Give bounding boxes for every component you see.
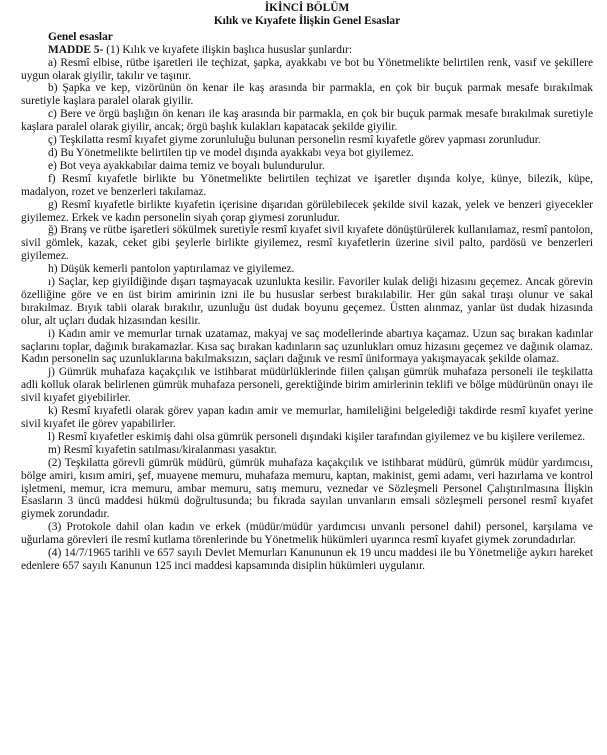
article-item-a: a) Resmî elbise, rütbe işaretleri ile teçhizat, şapka, ayakkabı ve bot bu Yönetmelikte belirtilen renk, vasıf ve şekillere uygun olarak giyilir, takılır ve taşınır. — [21, 56, 593, 82]
article-item-c: c) Bere ve örgü başlığın ön kenarı ile kaş arasında bir parmakla, en çok bir buçuk parmak mesafe bırakılmak suretiyle kaşlara paralel olarak giyilir, ancak; örgü başlık kulakları kapatacak şekilde giyilir. — [21, 108, 593, 134]
section-heading: Genel esaslar — [48, 30, 113, 43]
article-item-k: k) Resmî kıyafetli olarak görev yapan kadın amir ve memurlar, hamileliğini belgelediği takdirde resmî kıyafet yerine sivil kıyafet ile görev yapabilirler. — [21, 405, 593, 430]
article-paragraph-3: (3) Protokole dahil olan kadın ve erkek (müdür/müdür yardımcısı unvanlı personel dahil) personel, karşılama ve uğurlama görevleri ile resmî kutlama törenlerinde bu Yönetmelik hükümleri uyarınca resmî kıyafet giymek zorundadırlar. — [21, 521, 593, 547]
article-item-i: i) Kadın amir ve memurlar tırnak uzatamaz, makyaj ve saç modellerinde abartıya kaçamaz. Uzun saç bırakan kadınlar saçlarını toplar, dağınık bırakamazlar. Kısa saç bırakan kadınların saç uzunlukları omuz hizasını geçemez ve dağınık olamaz. Kadın personelin saç uzunluklarına bakılmaksızın, saçları dağınık ve resmî üniformaya yakışmayacak şekilde olamaz. — [21, 327, 593, 366]
article-item-e: e) Bot veya ayakkabılar daima temiz ve boyalı bulundurulur. — [48, 159, 325, 172]
article-label: MADDE 5- — [48, 43, 104, 56]
article-item-h: h) Düşük kemerli pantolon yaptırılamaz ve giyilemez. — [48, 263, 295, 276]
article-item-ii-dotless: ı) Saçlar, kep giyildiğinde dışarı taşmayacak uzunlukta kesilir. Favoriler kulak deliği hizasını geçemez. Ancak görevin özelliğine göre ve en üst birim amirinin izni ile bu hususlar serbest bırakılabilir. Her gün sakal tıraşı olunur ve sakal bırakılmaz. Bıyık tabii olarak bırakılır, uzunluğu üst dudak boyunu geçemez. Üstten alınmaz, yanlar üst dudak hizasında olur, alt uçları dudak hizasından kesilir. — [21, 276, 593, 327]
article-intro-text: (1) Kılık ve kıyafete ilişkin başlıca hususlar şunlardır: — [103, 43, 353, 56]
article-item-j: j) Gümrük muhafaza kaçakçılık ve istihbarat müdürlüklerinde fiilen çalışan gümrük muhafaza personeli ile teşkilatta adli kolluk olarak belirlenen gümrük muhafaza personeli, gerektiğinde birim amirlerinin teklifi ve bölge müdürünün onayı ile sivil kıyafet giyebilirler. — [21, 366, 593, 405]
article-paragraph-4: (4) 14/7/1965 tarihli ve 657 sayılı Devlet Memurları Kanununun ek 19 uncu maddesi ile bu Yönetmeliğe aykırı hareket edenlere 657 sayılı Kanunun 125 inci maddesi kapsamında disiplin hükümleri uygulanır. — [21, 547, 593, 572]
article-item-d: d) Bu Yönetmelikte belirtilen tip ve model dışında ayakkabı veya bot giyilemez. — [48, 146, 414, 159]
article-item-cc: ç) Teşkilatta resmî kıyafet giyme zorunluluğu bulunan personelin resmî kıyafetle görev yapması zorunludur. — [48, 134, 541, 147]
article-item-g: g) Resmî kıyafetle birlikte kıyafetin içerisine dışarıdan görülebilecek şekilde sivil kazak, yelek ve benzeri giyecekler giyilemez. Erkek ve kadın personelin siyah çorap giymesi zorunludur. — [21, 198, 593, 224]
article-paragraph-2: (2) Teşkilatta görevli gümrük müdürü, gümrük muhafaza kaçakçılık ve istihbarat müdürü, gümrük müdür yardımcısı, bölge amiri, kısım amiri, şef, muayene memuru, muhafaza memuru, kaptan, makinist, gemi adamı, veri hazırlama ve kontrol işletmeni, memur, icra memuru, ambar memuru, satış memuru, veznedar ve Sözleşmeli Personel Çalıştırılmasına İlişkin Esasların 3 üncü maddesi hükmü doğrultusunda; bu fıkrada sayılan unvanların emsali sözleşmeli personel resmî kıyafet giymek zorundadır. — [21, 456, 593, 521]
article-item-f: f) Resmî kıyafetle birlikte bu Yönetmelikte belirtilen teçhizat ve işaretler dışında kolye, künye, bilezik, küpe, madalyon, rozet ve benzerleri takılamaz. — [21, 172, 593, 198]
article-item-l: l) Resmî kıyafetler eskimiş dahi olsa gümrük personeli dışındaki kişiler tarafından giyilemez ve bu kişilere verilemez. — [48, 430, 586, 443]
article-item-m: m) Resmî kıyafetin satılması/kiralanması yasaktır. — [48, 443, 277, 456]
chapter-number: İKİNCİ BÖLÜM — [264, 2, 350, 14]
article-item-gg: ğ) Branş ve rütbe işaretleri sökülmek suretiyle resmî kıyafet sivil kıyafete dönüştürülerek kullanılamaz, resmî pantolon, sivil gömlek, kazak, ceket gibi şeylerle birlikte giyilemez, resmî kıyafetlerin üzerine sivil palto, pardösü ve benzerleri giyilemez. — [21, 224, 593, 263]
article-item-b: b) Şapka ve kep, vizörünün ön kenar ile kaş arasında bir parmakla, en çok bir buçuk parmak mesafe bırakılmak suretiyle kaşlara paralel olarak giyilir. — [21, 82, 593, 108]
chapter-title: Kılık ve Kıyafete İlişkin Genel Esaslar — [213, 14, 401, 27]
article-intro — [21, 44, 593, 57]
